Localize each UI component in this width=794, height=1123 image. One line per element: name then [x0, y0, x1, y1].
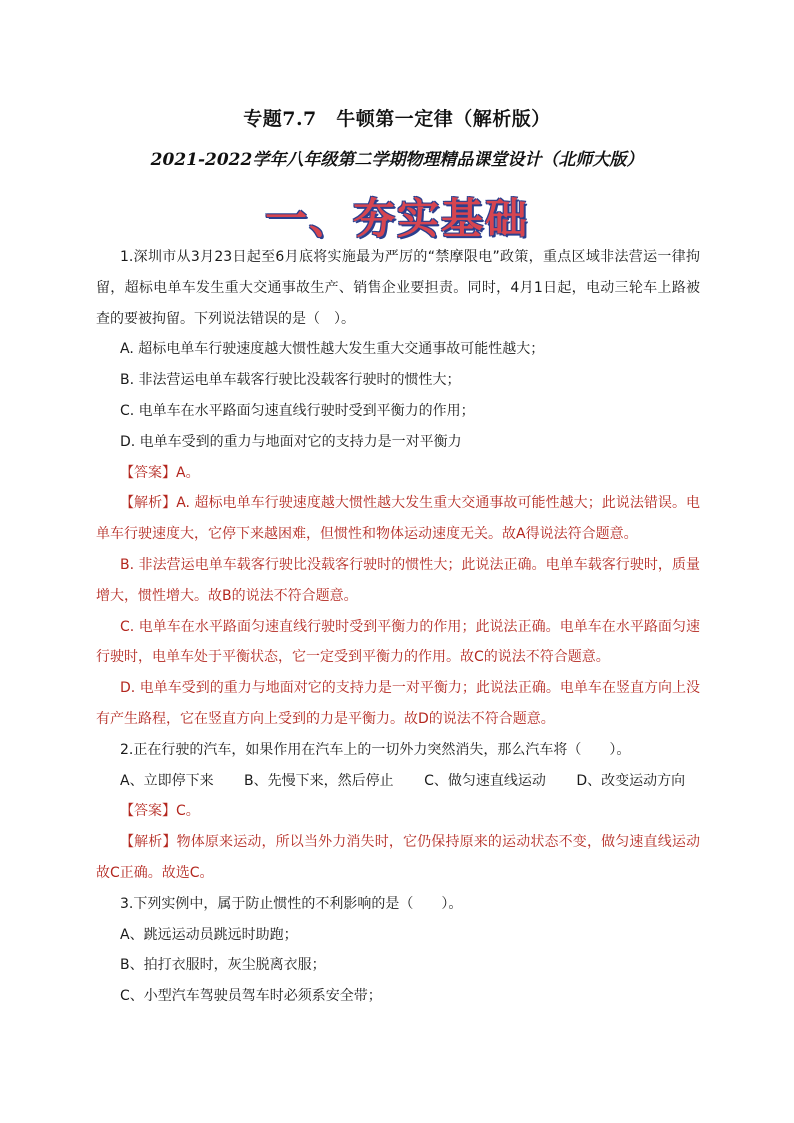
q2-answer: [96, 796, 700, 827]
q1-analysis-b: B. 非法营运电单车载客行驶比没载客行驶时的惯性大；此说法正确。电单车载客行驶时，质量增大，惯性增大。故B的说法不符合题意。: [96, 556, 700, 604]
q2-option-a: A、立即停下来: [120, 772, 214, 789]
q1-analysis-d: D. 电单车受到的重力与地面对它的支持力是一对平衡力；此说法正确。电单车在竖直方向上没有产生路程，它在竖直方向上受到的力是平衡力。故D的说法不符合题意。: [96, 680, 700, 727]
answer-value: C。: [176, 803, 200, 820]
q1-option-b: B. 非法营运电单车载客行驶比没载客行驶时的惯性大；: [120, 372, 461, 389]
answer-value: A。: [176, 464, 200, 481]
q1-analysis-c: C. 电单车在水平路面匀速直线行驶时受到平衡力的作用；此说法正确。电单车在水平路面匀速行驶时，电单车处于平衡状态，它一定受到平衡力的作用。故C的说法不符合题意。: [96, 618, 700, 666]
document-subtitle: 2021-2022学年八年级第二学期物理精品课堂设计（北师大版）: [150, 150, 644, 170]
q1-answer: [96, 458, 700, 489]
q2-option-d: D、改变运动方向: [576, 772, 686, 789]
q1-option-c: C. 电单车在水平路面匀速直线行驶时受到平衡力的作用；: [120, 402, 475, 419]
question-2-stem: 2.正在行驶的汽车，如果作用在汽车上的一切外力突然消失，那么汽车将（ ）。: [120, 741, 631, 758]
q2-options: [96, 766, 700, 797]
q3-option-c: C、小型汽车驾驶员驾车时必须系安全带；: [120, 988, 382, 1005]
q2-analysis: [96, 827, 700, 889]
q2-option-c: C、做匀速直线运动: [424, 772, 546, 789]
analysis-text: A. 超标电单车行驶速度越大惯性越大发生重大交通事故可能性越大；此说法错误。电单车行驶速度大，它停下来越困难，但惯性和物体运动速度无关。故A得说法符合题意。: [96, 495, 701, 543]
q2-option-b: B、先慢下来，然后停止: [244, 772, 394, 789]
question-1-stem: 1.深圳市从3月23日起至6月底将实施最为严厉的“禁摩限电”政策，重点区域非法营运一律拘留，超标电单车发生重大交通事故生产、销售企业要担责。同时，4月1日起，电动三轮车上路被查的要被拘留。下列说法错误的是（ ）。: [96, 249, 700, 327]
section-banner: 一、夯实基础: [264, 194, 529, 243]
q3-option-b: B、拍打衣服时，灰尘脱离衣服；: [120, 957, 326, 974]
q3-option-a: A、跳远运动员跳远时助跑；: [120, 926, 298, 943]
question-3-stem: 3.下列实例中，属于防止惯性的不利影响的是（ ）。: [120, 895, 463, 912]
answer-label: 【答案】: [120, 803, 176, 820]
q1-option-a: A. 超标电单车行驶速度越大惯性越大发生重大交通事故可能性越大；: [120, 341, 545, 358]
q1-analysis-a: [96, 488, 700, 550]
analysis-text: 物体原来运动，所以当外力消失时，它仍保持原来的运动状态不变，做匀速直线运动故C正确。故选C。: [96, 834, 701, 881]
analysis-label: 【解析】: [120, 495, 177, 512]
q1-option-d: D. 电单车受到的重力与地面对它的支持力是一对平衡力: [120, 433, 462, 450]
document-title: 专题7.7 牛顿第一定律（解析版）: [243, 108, 551, 130]
answer-label: 【答案】: [120, 464, 176, 481]
analysis-label: 【解析】: [120, 834, 177, 851]
question-content: [96, 242, 700, 1012]
